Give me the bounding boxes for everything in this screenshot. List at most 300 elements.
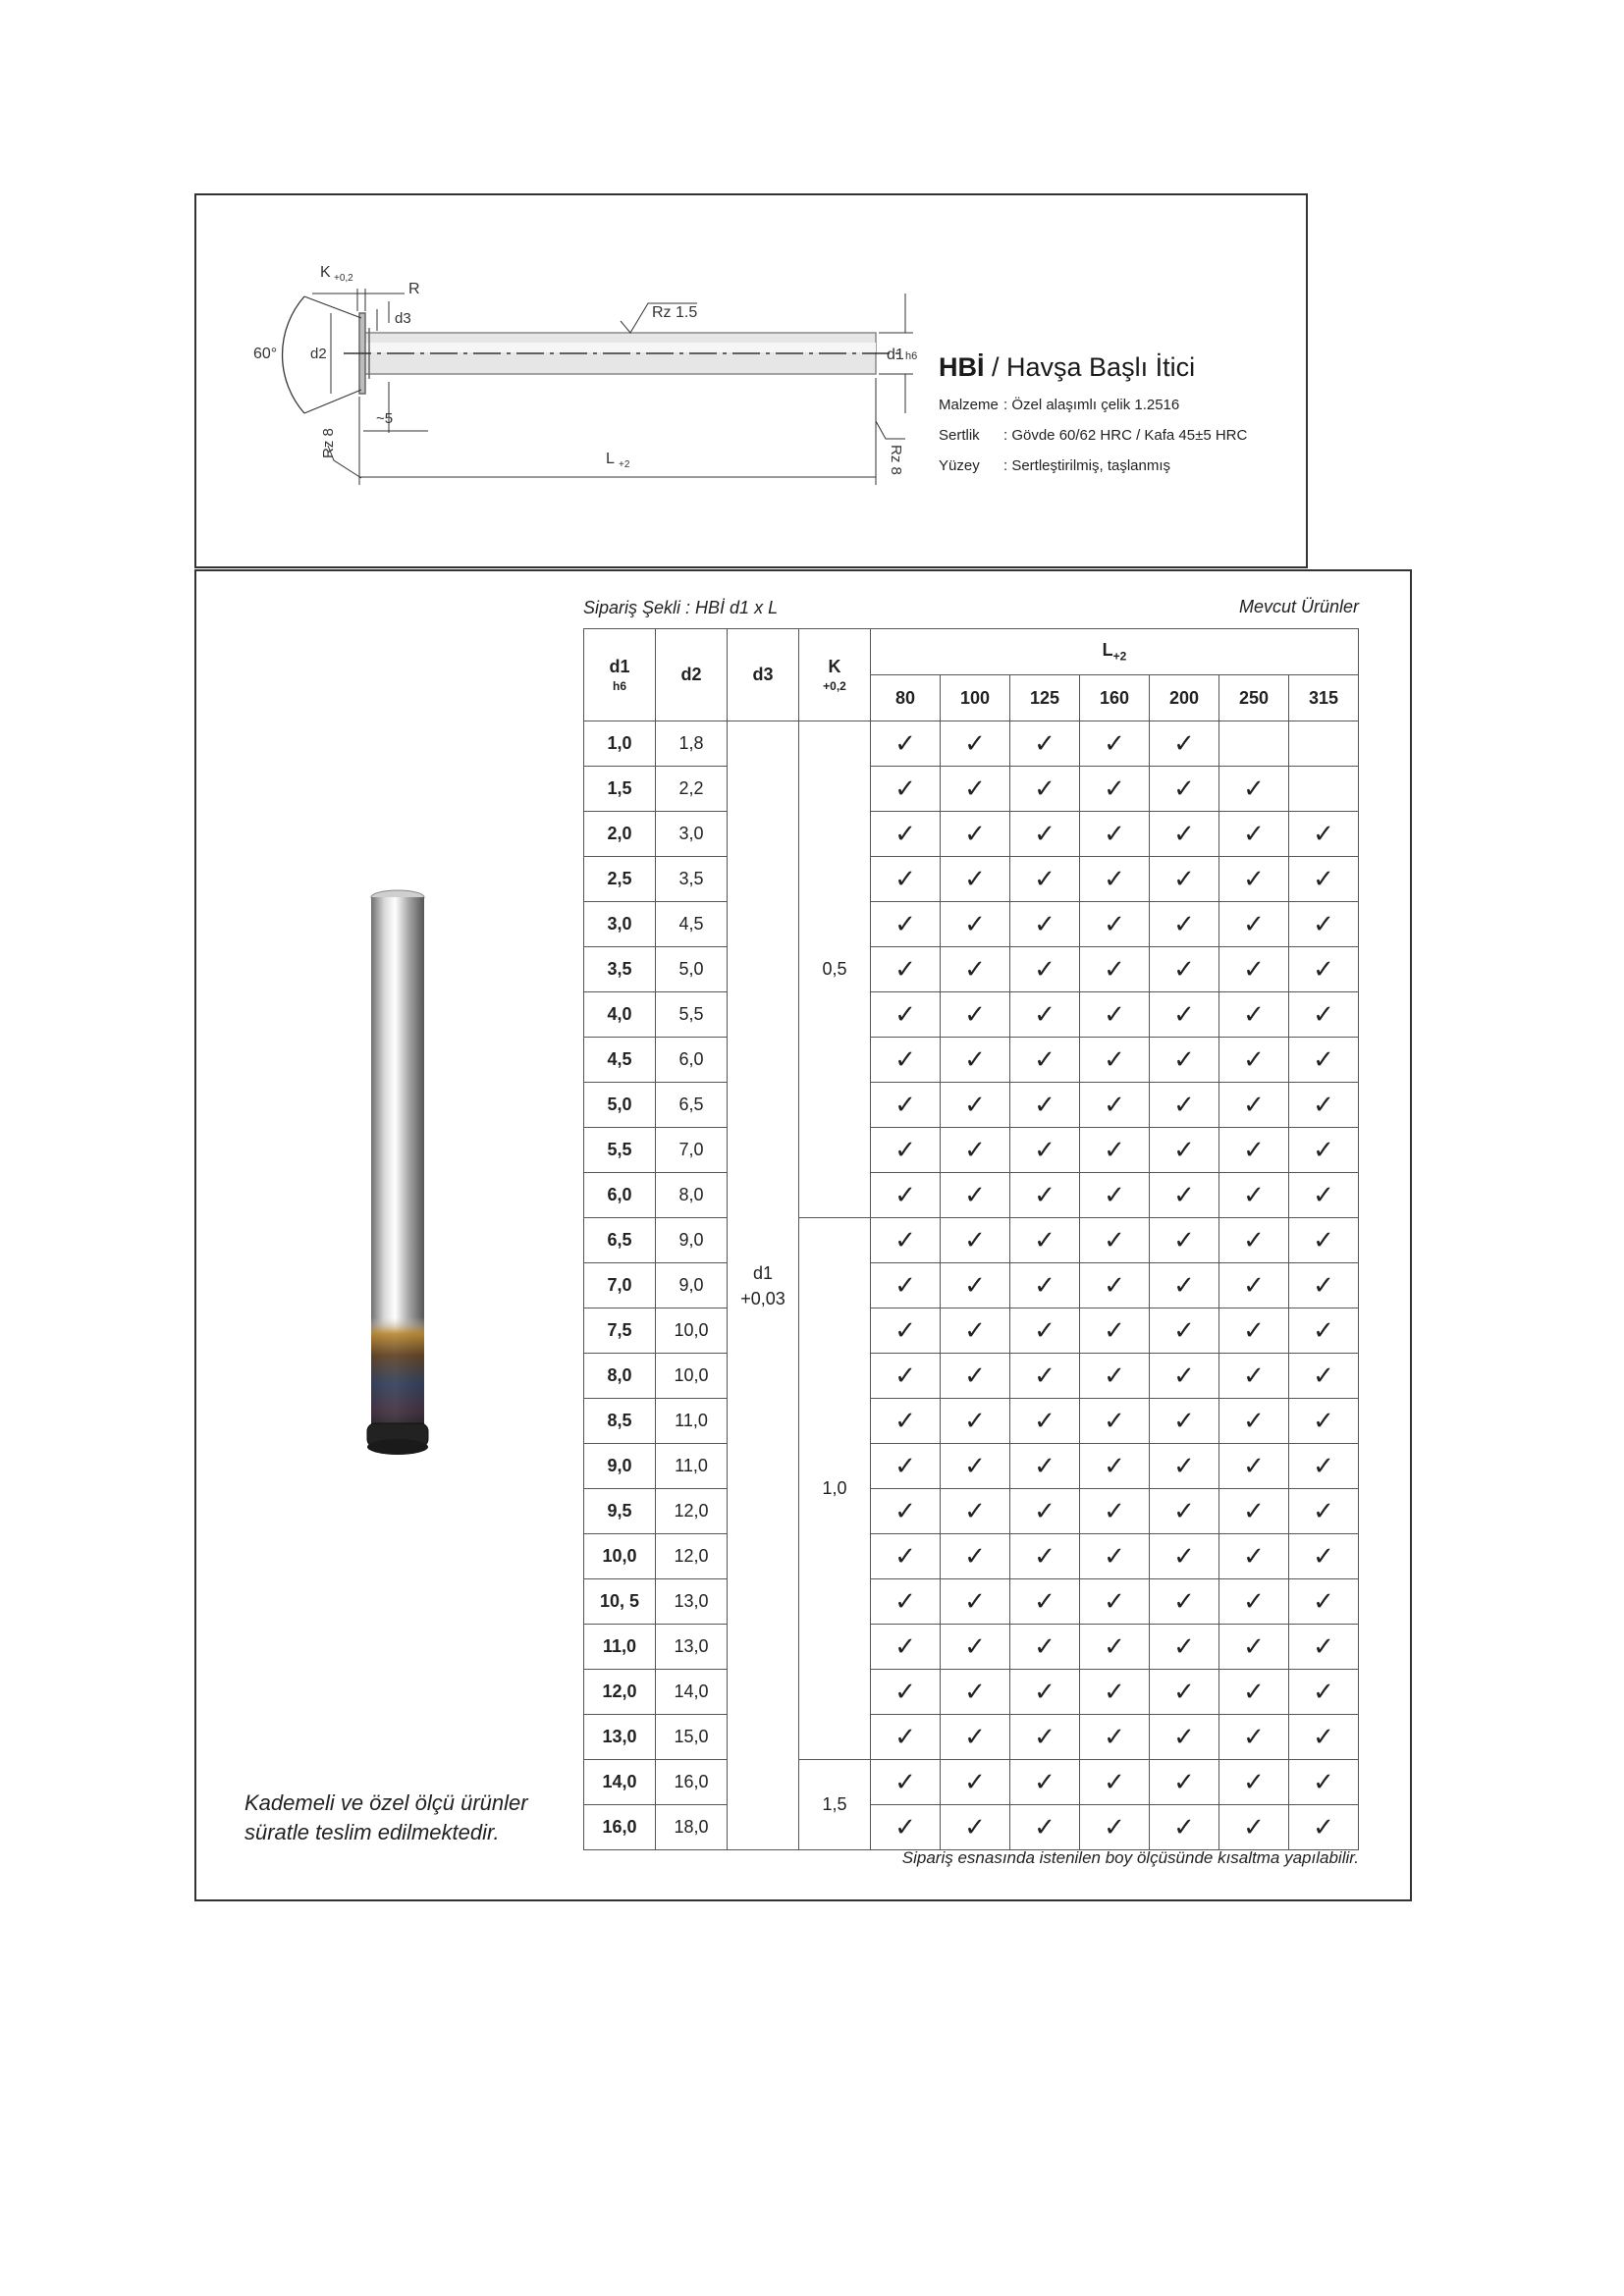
cell-availability	[1219, 1715, 1289, 1760]
check-icon: ✓	[1243, 1812, 1265, 1842]
table-row	[584, 1489, 1359, 1534]
cell-availability	[941, 1715, 1010, 1760]
cell-availability	[1150, 1715, 1219, 1760]
check-icon: ✓	[1313, 1315, 1334, 1345]
cell-availability	[1219, 1534, 1289, 1579]
cell-d1: 10, 5	[584, 1579, 656, 1625]
check-icon: ✓	[1104, 728, 1125, 758]
check-icon: ✓	[1104, 1631, 1125, 1661]
cell-availability	[1289, 1354, 1359, 1399]
check-icon: ✓	[1313, 1586, 1334, 1616]
spec-label: Yüzey	[939, 457, 980, 474]
cell-d2: 6,5	[656, 1083, 728, 1128]
cell-d2: 8,0	[656, 1173, 728, 1218]
table-row	[584, 1579, 1359, 1625]
rz8-right-label: Rz 8	[888, 445, 904, 475]
check-icon: ✓	[1173, 1496, 1195, 1525]
check-icon: ✓	[1243, 954, 1265, 984]
check-icon: ✓	[964, 1225, 986, 1255]
check-icon: ✓	[1104, 1767, 1125, 1796]
cell-availability	[1150, 1579, 1219, 1625]
cell-d1: 1,5	[584, 767, 656, 812]
check-icon: ✓	[1173, 1722, 1195, 1751]
header-d2: d2	[656, 629, 728, 721]
check-icon: ✓	[1034, 1812, 1056, 1842]
cell-d1: 10,0	[584, 1534, 656, 1579]
cell-availability	[871, 721, 941, 767]
cell-availability	[1010, 1173, 1080, 1218]
cell-d1: 4,0	[584, 992, 656, 1038]
check-icon: ✓	[1104, 1135, 1125, 1164]
cell-availability	[1289, 1128, 1359, 1173]
check-icon: ✓	[894, 1361, 916, 1390]
cell-availability	[871, 902, 941, 947]
header-length: $L_{+2}$	[871, 629, 1359, 675]
cell-availability	[1080, 812, 1150, 857]
cell-d2: 13,0	[656, 1579, 728, 1625]
cell-k: 1,0	[799, 1218, 871, 1760]
cell-availability	[1010, 1625, 1080, 1670]
check-icon: ✓	[1173, 1586, 1195, 1616]
check-icon: ✓	[1173, 1044, 1195, 1074]
check-icon: ✓	[964, 1541, 986, 1571]
check-icon: ✓	[1104, 1541, 1125, 1571]
cell-availability	[1080, 947, 1150, 992]
cell-availability	[1080, 1173, 1150, 1218]
table-row	[584, 1399, 1359, 1444]
check-icon: ✓	[1104, 1451, 1125, 1480]
cell-availability	[871, 1399, 941, 1444]
check-icon: ✓	[1173, 1315, 1195, 1345]
table-row	[584, 1670, 1359, 1715]
cell-k: 0,5	[799, 721, 871, 1218]
cell-d1: 13,0	[584, 1715, 656, 1760]
cell-availability	[1289, 1399, 1359, 1444]
check-icon: ✓	[1173, 909, 1195, 938]
cell-availability	[1219, 1173, 1289, 1218]
check-icon: ✓	[1034, 1135, 1056, 1164]
check-icon: ✓	[1104, 1496, 1125, 1525]
check-icon: ✓	[894, 1090, 916, 1119]
check-icon: ✓	[1034, 1631, 1056, 1661]
cell-d1: 2,0	[584, 812, 656, 857]
check-icon: ✓	[1243, 774, 1265, 803]
cell-availability	[1289, 1760, 1359, 1805]
check-icon: ✓	[964, 1586, 986, 1616]
cell-availability	[1150, 902, 1219, 947]
cell-availability	[1150, 1805, 1219, 1850]
check-icon: ✓	[1313, 1406, 1334, 1435]
cell-availability	[1289, 1489, 1359, 1534]
cell-availability	[1080, 767, 1150, 812]
check-icon: ✓	[964, 1044, 986, 1074]
cell-d1: 5,5	[584, 1128, 656, 1173]
check-icon: ✓	[894, 909, 916, 938]
check-icon: ✓	[1313, 1496, 1334, 1525]
cell-availability	[1080, 1534, 1150, 1579]
cell-availability	[941, 767, 1010, 812]
title-separator: /	[984, 352, 1007, 382]
cell-availability	[1010, 1489, 1080, 1534]
cell-availability	[1289, 1263, 1359, 1308]
cell-availability	[1219, 1489, 1289, 1534]
cell-d2: 10,0	[656, 1354, 728, 1399]
check-icon: ✓	[1243, 1180, 1265, 1209]
cell-availability	[1010, 767, 1080, 812]
cell-d2: 13,0	[656, 1625, 728, 1670]
cell-d2: 5,0	[656, 947, 728, 992]
cell-availability	[1289, 1670, 1359, 1715]
cell-availability	[1080, 1399, 1150, 1444]
check-icon: ✓	[1034, 1225, 1056, 1255]
cell-availability	[941, 1083, 1010, 1128]
check-icon: ✓	[1173, 1361, 1195, 1390]
cell-availability	[941, 721, 1010, 767]
check-icon: ✓	[1313, 1270, 1334, 1300]
header-length-80: 80	[871, 675, 941, 721]
cell-availability	[1080, 992, 1150, 1038]
approx5-label: ~5	[376, 410, 394, 427]
check-icon: ✓	[1173, 1541, 1195, 1571]
cell-availability	[871, 1263, 941, 1308]
check-icon: ✓	[1034, 1315, 1056, 1345]
check-icon: ✓	[1173, 1677, 1195, 1706]
cell-availability	[1080, 1354, 1150, 1399]
check-icon: ✓	[1173, 1225, 1195, 1255]
check-icon: ✓	[894, 1406, 916, 1435]
check-icon: ✓	[1034, 1722, 1056, 1751]
cell-availability	[1219, 947, 1289, 992]
product-drawing-panel	[194, 193, 1308, 568]
cell-availability	[1080, 1308, 1150, 1354]
cell-availability	[1010, 902, 1080, 947]
check-icon: ✓	[894, 728, 916, 758]
check-icon: ✓	[1034, 1767, 1056, 1796]
header-length-100: 100	[941, 675, 1010, 721]
spec-label: Malzeme	[939, 397, 999, 413]
ejector-pin-photo	[358, 885, 437, 1465]
check-icon: ✓	[1243, 1722, 1265, 1751]
cell-availability	[941, 1805, 1010, 1850]
cell-availability	[1010, 1670, 1080, 1715]
check-icon: ✓	[1104, 1270, 1125, 1300]
cell-d1: 16,0	[584, 1805, 656, 1850]
availability-panel	[194, 569, 1412, 1901]
cell-availability	[1080, 1038, 1150, 1083]
check-icon: ✓	[1243, 864, 1265, 893]
cell-d1: 2,5	[584, 857, 656, 902]
check-icon: ✓	[1173, 999, 1195, 1029]
table-row	[584, 721, 1359, 767]
check-icon: ✓	[1034, 1586, 1056, 1616]
cell-availability	[1150, 1083, 1219, 1128]
spec-value: : Gövde 60/62 HRC / Kafa 45±5 HRC	[1003, 427, 1248, 444]
d3-value: d1	[752, 1262, 774, 1283]
rz8-left-label: Rz 8	[320, 428, 337, 458]
k-label: K	[320, 264, 331, 281]
cell-availability	[1289, 812, 1359, 857]
check-icon: ✓	[1243, 1270, 1265, 1300]
check-icon: ✓	[1104, 1812, 1125, 1842]
check-icon: ✓	[964, 999, 986, 1029]
cell-d2: 18,0	[656, 1805, 728, 1850]
cell-availability	[871, 1173, 941, 1218]
check-icon: ✓	[894, 1812, 916, 1842]
cell-d1: 9,0	[584, 1444, 656, 1489]
cell-availability	[871, 1218, 941, 1263]
cell-availability	[1080, 902, 1150, 947]
check-icon: ✓	[894, 1586, 916, 1616]
header-length-160: 160	[1080, 675, 1150, 721]
cell-availability	[1289, 1218, 1359, 1263]
check-icon: ✓	[1034, 909, 1056, 938]
check-icon: ✓	[1104, 864, 1125, 893]
check-icon: ✓	[1243, 1677, 1265, 1706]
check-icon: ✓	[1104, 1586, 1125, 1616]
check-icon: ✓	[1034, 864, 1056, 893]
cell-availability	[941, 1760, 1010, 1805]
cell-availability	[1150, 1128, 1219, 1173]
cell-availability	[1080, 1579, 1150, 1625]
cell-availability	[1219, 1038, 1289, 1083]
check-icon: ✓	[964, 1315, 986, 1345]
cell-availability	[941, 1128, 1010, 1173]
check-icon: ✓	[1313, 819, 1334, 848]
check-icon: ✓	[1034, 1541, 1056, 1571]
check-icon: ✓	[1243, 1496, 1265, 1525]
check-icon: ✓	[1173, 1406, 1195, 1435]
cell-availability	[871, 857, 941, 902]
cell-d2: 15,0	[656, 1715, 728, 1760]
check-icon: ✓	[1104, 1090, 1125, 1119]
cell-availability	[1289, 767, 1359, 812]
cell-availability	[1150, 1399, 1219, 1444]
table-row	[584, 1173, 1359, 1218]
check-icon: ✓	[964, 1496, 986, 1525]
check-icon: ✓	[1313, 1135, 1334, 1164]
table-row	[584, 1444, 1359, 1489]
cell-availability	[871, 1354, 941, 1399]
cell-availability	[941, 1354, 1010, 1399]
table-row	[584, 902, 1359, 947]
check-icon: ✓	[1173, 728, 1195, 758]
angle-label: 60°	[253, 346, 278, 362]
cell-availability	[1289, 1444, 1359, 1489]
check-icon: ✓	[1034, 819, 1056, 848]
check-icon: ✓	[1034, 1406, 1056, 1435]
table-row	[584, 1760, 1359, 1805]
check-icon: ✓	[1034, 1451, 1056, 1480]
note-line: Kademeli ve özel ölçü ürünler	[244, 1790, 528, 1815]
cell-availability	[1289, 1579, 1359, 1625]
table-row	[584, 992, 1359, 1038]
check-icon: ✓	[1104, 1361, 1125, 1390]
check-icon: ✓	[894, 1496, 916, 1525]
table-row	[584, 1715, 1359, 1760]
cell-availability	[1150, 1444, 1219, 1489]
cell-availability	[1080, 721, 1150, 767]
cell-availability	[1219, 1805, 1289, 1850]
cell-availability	[1080, 1128, 1150, 1173]
product-title	[939, 352, 1195, 383]
check-icon: ✓	[1173, 1090, 1195, 1119]
cell-availability	[1219, 1354, 1289, 1399]
check-icon: ✓	[1313, 999, 1334, 1029]
spec-label: Sertlik	[939, 427, 980, 444]
check-icon: ✓	[964, 1406, 986, 1435]
cell-availability	[871, 1534, 941, 1579]
table-row	[584, 1308, 1359, 1354]
cell-availability	[1010, 1038, 1080, 1083]
cell-availability	[871, 1760, 941, 1805]
cell-availability	[941, 1444, 1010, 1489]
check-icon: ✓	[894, 1225, 916, 1255]
check-icon: ✓	[894, 819, 916, 848]
technical-drawing	[196, 195, 933, 490]
check-icon: ✓	[1243, 1451, 1265, 1480]
cell-availability	[941, 992, 1010, 1038]
cell-availability	[1010, 992, 1080, 1038]
cell-availability	[871, 1083, 941, 1128]
cell-availability	[1219, 1670, 1289, 1715]
cell-d2: 12,0	[656, 1489, 728, 1534]
cell-availability	[1010, 1760, 1080, 1805]
cell-d2: 9,0	[656, 1263, 728, 1308]
check-icon: ✓	[964, 1451, 986, 1480]
product-code: HBİ	[939, 352, 985, 382]
check-icon: ✓	[1313, 1361, 1334, 1390]
cell-availability	[1219, 1308, 1289, 1354]
check-icon: ✓	[1104, 1225, 1125, 1255]
cell-availability	[1080, 1444, 1150, 1489]
cell-availability	[1289, 857, 1359, 902]
check-icon: ✓	[1104, 1722, 1125, 1751]
check-icon: ✓	[894, 1270, 916, 1300]
check-icon: ✓	[1243, 1090, 1265, 1119]
cell-availability	[1010, 1218, 1080, 1263]
d3-tolerance: +0,03	[740, 1288, 785, 1308]
cell-availability	[1289, 1308, 1359, 1354]
cell-availability	[871, 1489, 941, 1534]
cell-availability	[1289, 1715, 1359, 1760]
header-length-250: 250	[1219, 675, 1289, 721]
check-icon: ✓	[1104, 774, 1125, 803]
cell-availability	[1289, 1038, 1359, 1083]
check-icon: ✓	[1313, 1812, 1334, 1842]
cell-availability	[871, 992, 941, 1038]
cell-availability	[1010, 1534, 1080, 1579]
cell-availability	[1219, 1760, 1289, 1805]
cell-d2: 3,5	[656, 857, 728, 902]
cell-d1: 3,5	[584, 947, 656, 992]
cell-availability	[1080, 1670, 1150, 1715]
cell-availability	[1219, 992, 1289, 1038]
cell-availability	[1150, 767, 1219, 812]
cell-availability	[1289, 947, 1359, 992]
cell-availability	[1289, 1534, 1359, 1579]
check-icon: ✓	[1313, 1631, 1334, 1661]
cell-availability	[1219, 1399, 1289, 1444]
cell-availability	[1080, 1083, 1150, 1128]
r-label: R	[408, 281, 420, 297]
check-icon: ✓	[1034, 1361, 1056, 1390]
check-icon: ✓	[1173, 954, 1195, 984]
cell-availability	[871, 1128, 941, 1173]
header-length-315: 315	[1289, 675, 1359, 721]
cell-availability	[1080, 1760, 1150, 1805]
check-icon: ✓	[1313, 1722, 1334, 1751]
check-icon: ✓	[1243, 1361, 1265, 1390]
check-icon: ✓	[1173, 1451, 1195, 1480]
check-icon: ✓	[1034, 999, 1056, 1029]
table-row	[584, 857, 1359, 902]
cell-availability	[941, 812, 1010, 857]
cell-availability	[1010, 1308, 1080, 1354]
cell-availability	[1219, 767, 1289, 812]
check-icon: ✓	[1173, 819, 1195, 848]
cell-d2: 10,0	[656, 1308, 728, 1354]
check-icon: ✓	[1104, 999, 1125, 1029]
cell-availability	[1080, 1625, 1150, 1670]
spec-surface	[939, 457, 1170, 474]
cell-availability	[871, 812, 941, 857]
cell-availability	[941, 1308, 1010, 1354]
cell-availability	[1150, 1263, 1219, 1308]
cell-availability	[941, 1399, 1010, 1444]
cell-availability	[941, 1038, 1010, 1083]
cell-d1: 5,0	[584, 1083, 656, 1128]
check-icon: ✓	[1104, 909, 1125, 938]
cell-availability	[1010, 1715, 1080, 1760]
check-icon: ✓	[964, 1722, 986, 1751]
cell-availability	[1219, 1218, 1289, 1263]
cell-availability	[1219, 857, 1289, 902]
cell-availability	[1150, 1489, 1219, 1534]
cell-availability	[1010, 1444, 1080, 1489]
cell-availability	[1010, 947, 1080, 992]
cell-availability	[1150, 1670, 1219, 1715]
cell-availability	[1010, 1805, 1080, 1850]
check-icon: ✓	[1173, 1270, 1195, 1300]
check-icon: ✓	[894, 954, 916, 984]
check-icon: ✓	[1034, 1270, 1056, 1300]
cell-availability	[871, 1625, 941, 1670]
check-icon: ✓	[1243, 1767, 1265, 1796]
check-icon: ✓	[1173, 1767, 1195, 1796]
d2-label: d2	[310, 346, 327, 362]
k-tol-label: +0,2	[334, 273, 353, 284]
spec-value: : Sertleştirilmiş, taşlanmış	[1003, 457, 1171, 474]
check-icon: ✓	[1313, 909, 1334, 938]
table-row	[584, 1354, 1359, 1399]
check-icon: ✓	[1034, 1496, 1056, 1525]
cell-d1: 9,5	[584, 1489, 656, 1534]
l-tol-label: +2	[619, 459, 630, 470]
check-icon: ✓	[964, 819, 986, 848]
check-icon: ✓	[1173, 1812, 1195, 1842]
cell-availability	[1219, 812, 1289, 857]
cell-availability	[871, 1444, 941, 1489]
check-icon: ✓	[964, 1812, 986, 1842]
check-icon: ✓	[894, 1677, 916, 1706]
table-row	[584, 1263, 1359, 1308]
check-icon: ✓	[1243, 909, 1265, 938]
cell-availability	[1289, 1805, 1359, 1850]
availability-table	[583, 628, 1359, 1850]
cell-availability	[1289, 902, 1359, 947]
table-row	[584, 1805, 1359, 1850]
check-icon: ✓	[1173, 1135, 1195, 1164]
